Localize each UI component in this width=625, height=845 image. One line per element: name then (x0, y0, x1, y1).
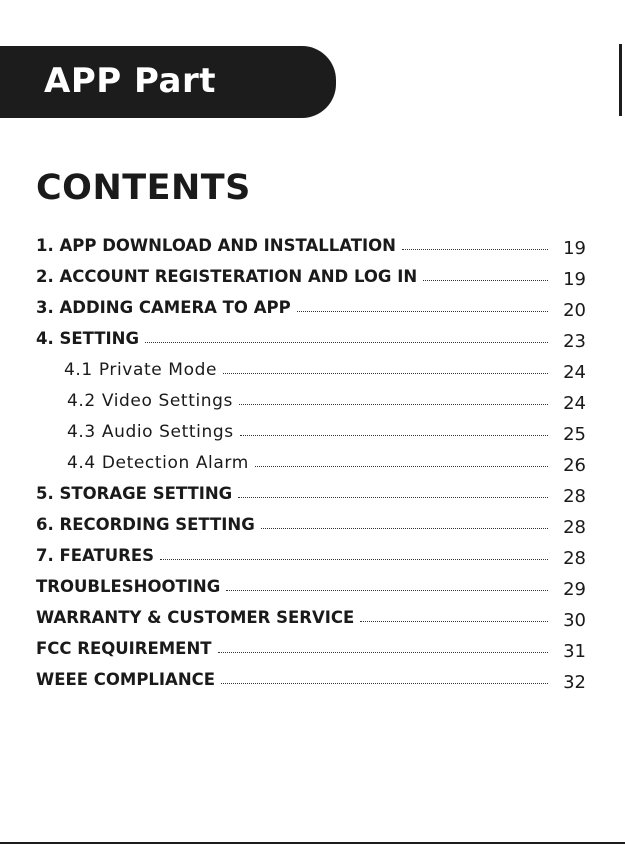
toc-entry[interactable] (36, 540, 586, 571)
toc-entry[interactable] (36, 230, 586, 261)
toc-entry-page: 20 (563, 300, 586, 321)
toc-entry[interactable] (36, 385, 586, 416)
toc-entry-page: 19 (563, 238, 586, 259)
contents-heading: CONTENTS (36, 168, 251, 208)
toc-entry-page: 31 (563, 641, 586, 662)
toc-entry-label: 5. STORAGE SETTING (36, 484, 233, 503)
toc-entry-label: TROUBLESHOOTING (36, 577, 221, 596)
dot-leader (297, 311, 548, 312)
toc-entry[interactable] (36, 602, 586, 633)
toc-entry-label: 4.3 Audio Settings (67, 421, 234, 442)
toc-entry-page: 30 (563, 610, 586, 631)
toc-entry[interactable] (36, 664, 586, 695)
toc-entry[interactable] (36, 571, 586, 602)
toc-entry[interactable] (36, 292, 586, 323)
page-edge-mark (619, 44, 622, 116)
toc-entry-page: 23 (563, 331, 586, 352)
toc-entry-page: 26 (563, 455, 586, 476)
toc-entry[interactable] (36, 633, 586, 664)
dot-leader (145, 342, 548, 343)
toc-entry[interactable] (36, 478, 586, 509)
toc-entry-label: 7. FEATURES (36, 546, 155, 565)
dot-leader (239, 404, 548, 405)
dot-leader (360, 621, 548, 622)
toc-entry-label: 1. APP DOWNLOAD AND INSTALLATION (36, 236, 396, 255)
toc-entry-page: 25 (563, 424, 586, 445)
toc-entry-page: 24 (563, 393, 586, 414)
toc-entry-label: 4.1 Private Mode (64, 359, 218, 380)
toc-entry[interactable] (36, 323, 586, 354)
toc-entry[interactable] (36, 261, 586, 292)
toc-entry-label: FCC REQUIREMENT (36, 639, 212, 658)
section-banner (0, 46, 336, 118)
dot-leader (261, 528, 548, 529)
toc-entry-page: 29 (563, 579, 586, 600)
dot-leader (402, 249, 548, 250)
dot-leader (218, 652, 548, 653)
toc-entry-label: WARRANTY & CUSTOMER SERVICE (36, 608, 355, 627)
dot-leader (255, 466, 548, 467)
toc-entry-page: 32 (563, 672, 586, 693)
toc-entry[interactable] (36, 354, 586, 385)
toc-entry-label: WEEE COMPLIANCE (36, 670, 216, 689)
table-of-contents (36, 230, 586, 695)
toc-entry-page: 28 (563, 548, 586, 569)
bottom-rule (0, 842, 625, 844)
dot-leader (160, 559, 548, 560)
toc-entry[interactable] (36, 416, 586, 447)
toc-entry[interactable] (36, 509, 586, 540)
toc-entry-page: 28 (563, 517, 586, 538)
dot-leader (423, 280, 548, 281)
toc-entry-label: 6. RECORDING SETTING (36, 515, 255, 534)
toc-entry-label: 4.2 Video Settings (67, 390, 233, 411)
dot-leader (240, 435, 548, 436)
banner-title: APP Part (44, 61, 216, 101)
toc-entry-page: 24 (563, 362, 586, 383)
toc-entry-label: 4.4 Detection Alarm (67, 452, 249, 473)
toc-entry-page: 19 (563, 269, 586, 290)
dot-leader (226, 590, 548, 591)
dot-leader (221, 683, 548, 684)
dot-leader (238, 497, 548, 498)
dot-leader (223, 373, 548, 374)
toc-entry-label: 4. SETTING (36, 329, 140, 348)
toc-entry-label: 3. ADDING CAMERA TO APP (36, 298, 291, 317)
toc-entry-label: 2. ACCOUNT REGISTERATION AND LOG IN (36, 267, 418, 286)
toc-entry[interactable] (36, 447, 586, 478)
toc-entry-page: 28 (563, 486, 586, 507)
